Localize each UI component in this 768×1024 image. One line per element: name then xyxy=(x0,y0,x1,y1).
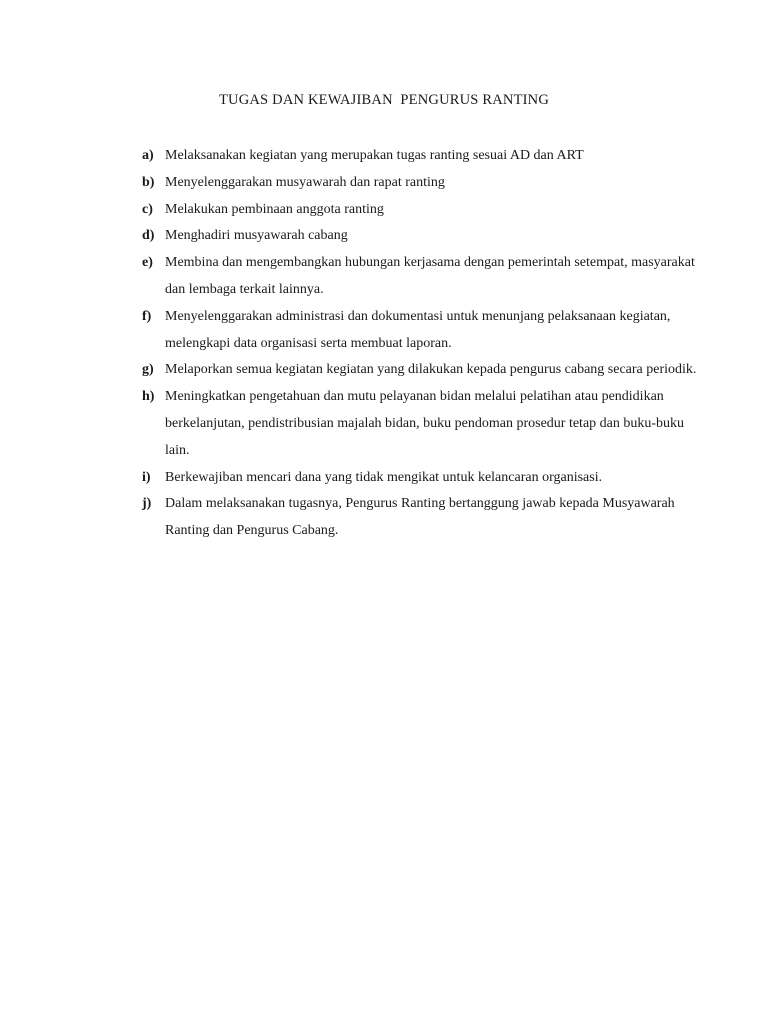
list-item-text: Berkewajiban mencari dana yang tidak mengikat untuk kelancaran organisasi. xyxy=(165,469,603,485)
list-item xyxy=(142,170,702,197)
list-item-marker: e) xyxy=(142,255,153,271)
list-item-marker: a) xyxy=(142,148,154,163)
list-item-marker: h) xyxy=(142,389,155,405)
list-item-marker: b) xyxy=(142,174,155,190)
list-item-marker: f) xyxy=(142,308,152,324)
list-item xyxy=(142,491,702,545)
list-item-marker: d) xyxy=(142,228,155,244)
list-item-text: Melaksanakan kegiatan yang merupakan tugas ranting sesuai AD dan ART xyxy=(165,148,584,163)
list-item-text: Membina dan mengembangkan hubungan kerjasama dengan pemerintah setempat, masyarakat dan lembaga terkait lainnya. xyxy=(165,255,695,297)
list-item-marker: c) xyxy=(142,201,153,217)
duties-list xyxy=(142,143,702,545)
list-item xyxy=(142,197,702,224)
list-item-marker: i) xyxy=(142,469,151,485)
list-item xyxy=(142,250,702,304)
list-item-text: Melakukan pembinaan anggota ranting xyxy=(165,201,384,217)
list-item-marker: g) xyxy=(142,362,154,378)
list-item-text: Dalam melaksanakan tugasnya, Pengurus Ranting bertanggung jawab kepada Musyawarah Ranting dan Pengurus Cabang. xyxy=(165,496,675,539)
list-item-marker: j) xyxy=(142,496,152,512)
list-item xyxy=(142,384,702,464)
document-title: TUGAS DAN KEWAJIBAN PENGURUS RANTING xyxy=(218,92,550,108)
list-item-text: Melaporkan semua kegiatan kegiatan yang dilakukan kepada pengurus cabang secara periodik. xyxy=(165,362,697,378)
list-item xyxy=(142,304,702,358)
list-item-text: Meningkatkan pengetahuan dan mutu pelayanan bidan melalui pelatihan atau pendidikan berkelanjutan, pendistribusian majalah bidan, buku pendoman prosedur tetap dan buku-buku lain. xyxy=(165,389,685,458)
list-item-text: Menghadiri musyawarah cabang xyxy=(165,228,348,244)
list-item xyxy=(142,223,702,250)
list-item xyxy=(142,357,702,384)
list-item xyxy=(142,465,702,492)
list-item-text: Menyelenggarakan musyawarah dan rapat ranting xyxy=(165,174,445,190)
list-item xyxy=(142,143,702,170)
list-item-text: Menyelenggarakan administrasi dan dokumentasi untuk menunjang pelaksanaan kegiatan, melengkapi data organisasi serta membuat laporan. xyxy=(165,308,671,351)
